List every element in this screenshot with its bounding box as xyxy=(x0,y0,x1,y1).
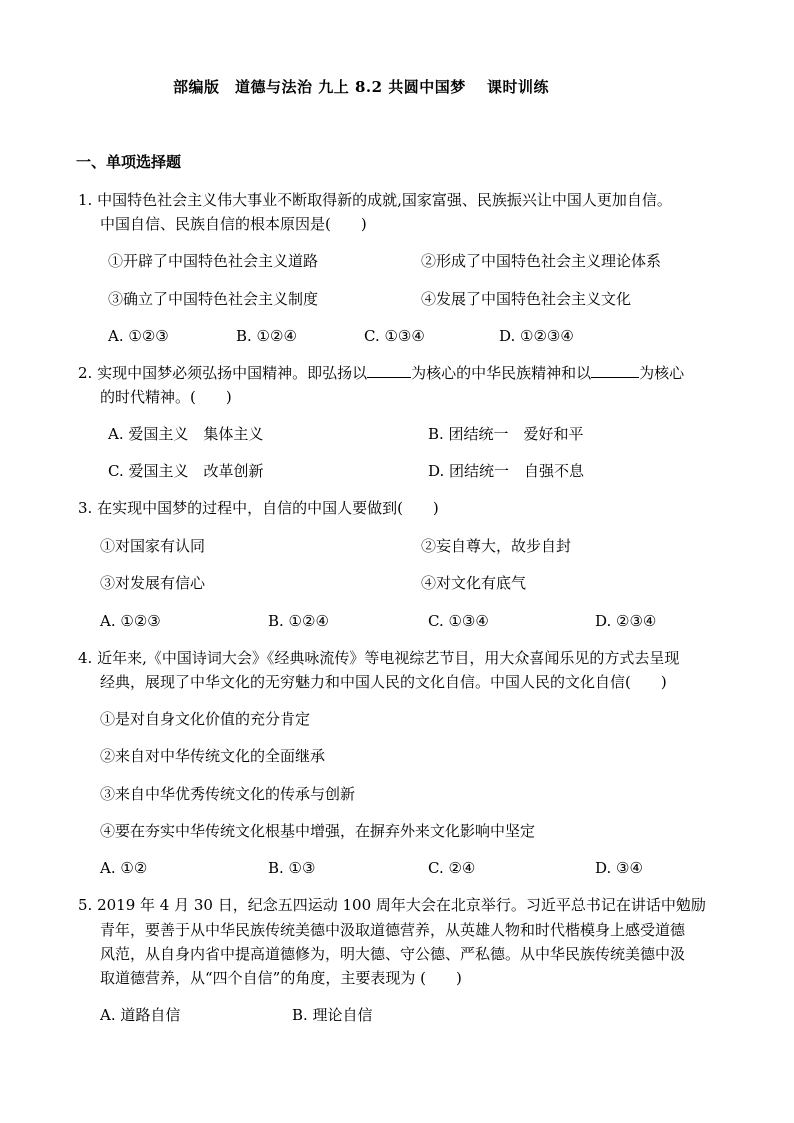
question-stem-line: 5. 2019 年 4 月 30 日，纪念五四运动 100 周年大会在北京举行。习近平总书记在讲话中勉励 xyxy=(78,896,706,914)
option: D. ③④ xyxy=(595,859,643,877)
question-stem-line: 中国自信、民族自信的根本原因是( ) xyxy=(100,215,367,233)
statement: ④对文化有底气 xyxy=(421,574,527,592)
option: B. 团结统一 爱好和平 xyxy=(428,425,584,443)
question-stem-line: 青年，要善于从中华民族传统美德中汲取道德营养，从英雄人物和时代楷模身上感受道德 xyxy=(100,921,686,939)
statement: ②形成了中国特色社会主义理论体系 xyxy=(421,252,662,270)
option: A. 爱国主义 集体主义 xyxy=(108,425,264,443)
statement: ②妄自尊大，故步自封 xyxy=(421,537,572,555)
question-stem-line: 取道德营养，从“四个自信”的角度，主要表现为 ( ) xyxy=(100,969,462,987)
statement: ①对国家有认同 xyxy=(100,537,206,555)
fill-blank xyxy=(591,363,639,378)
statement: ④发展了中国特色社会主义文化 xyxy=(421,290,632,308)
option: B. ①②④ xyxy=(268,612,329,630)
question-stem-line xyxy=(78,363,684,383)
statement: ③确立了中国特色社会主义制度 xyxy=(108,290,319,308)
option: B. ①③ xyxy=(268,859,316,877)
option: D. ②③④ xyxy=(595,612,657,630)
option: C. ①③④ xyxy=(364,327,425,345)
option: D. 团结统一 自强不息 xyxy=(428,462,585,480)
stem-part: 2. 实现中国梦必须弘扬中国精神。即弘扬以 xyxy=(78,364,368,382)
option: C. 爱国主义 改革创新 xyxy=(108,462,264,480)
option: A. ①② xyxy=(100,859,148,877)
stem-part: 为核心的中华民族精神和以 xyxy=(411,364,592,382)
option: B. ①②④ xyxy=(236,327,297,345)
section-heading: 一、单项选择题 xyxy=(76,153,182,171)
statement: ①开辟了中国特色社会主义道路 xyxy=(108,252,319,270)
question-stem-line: 3. 在实现中国梦的过程中，自信的中国人要做到( ) xyxy=(78,499,439,517)
stem-part: 为核心 xyxy=(639,364,685,382)
option: C. ①③④ xyxy=(428,612,489,630)
question-stem-line: 经典，展现了中华文化的无穷魅力和中国人民的文化自信。中国人民的文化自信( ) xyxy=(100,673,667,691)
question-stem-line: 1. 中国特色社会主义伟大事业不断取得新的成就,国家富强、民族振兴让中国人更加自信。 xyxy=(78,191,672,209)
question-stem-line: 风范，从自身内省中提高道德修为，明大德、守公德、严私德。从中华民族传统美德中汲 xyxy=(100,945,686,963)
statement: ②来自对中华传统文化的全面继承 xyxy=(100,747,326,765)
fill-blank xyxy=(367,363,411,378)
option: B. 理论自信 xyxy=(292,1006,373,1024)
question-stem-line: 的时代精神。( ) xyxy=(100,388,232,406)
option: A. ①②③ xyxy=(108,327,169,345)
question-stem-line: 4. 近年来,《中国诗词大会》《经典咏流传》等电视综艺节目，用大众喜闻乐见的方式去呈现 xyxy=(78,649,680,667)
option: C. ②④ xyxy=(428,859,476,877)
option: D. ①②③④ xyxy=(499,327,574,345)
option: A. ①②③ xyxy=(100,612,161,630)
statement: ③对发展有信心 xyxy=(100,574,206,592)
statement: ③来自中华优秀传统文化的传承与创新 xyxy=(100,785,356,803)
statement: ①是对自身文化价值的充分肯定 xyxy=(100,710,311,728)
page-title: 部编版 道德与法治 九上 8.2 共圆中国梦 课时训练 xyxy=(173,78,549,96)
option: A. 道路自信 xyxy=(100,1006,181,1024)
statement: ④要在夯实中华传统文化根基中增强，在摒弃外来文化影响中坚定 xyxy=(100,822,536,840)
